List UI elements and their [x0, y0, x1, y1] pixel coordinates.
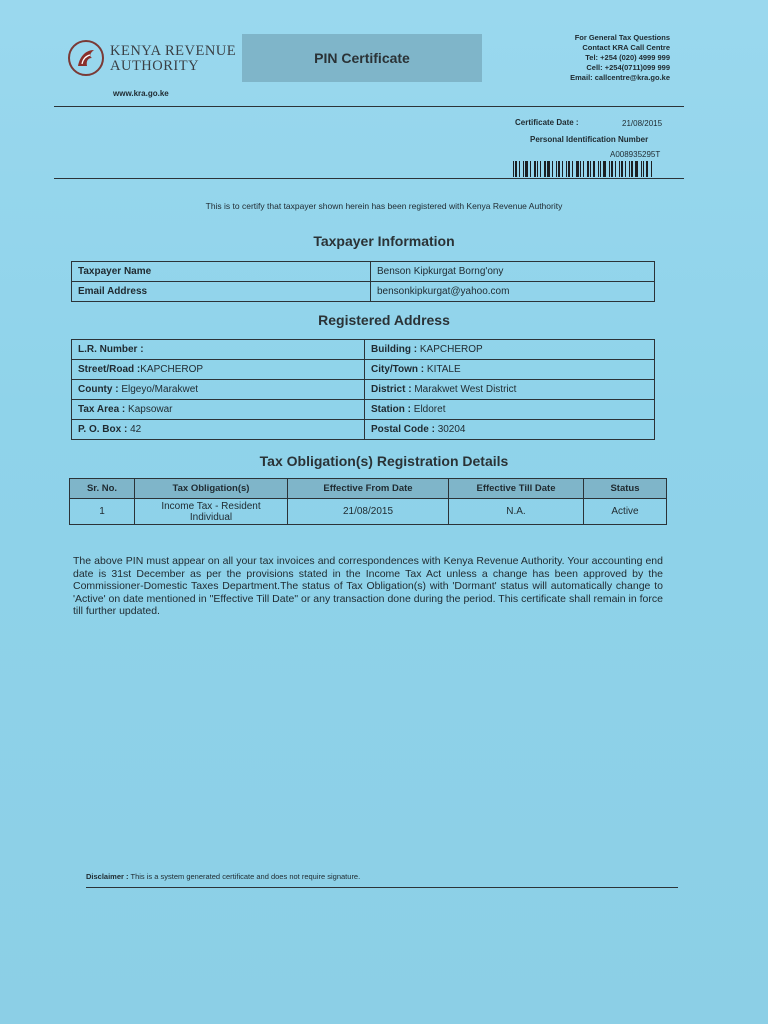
obligations-table [69, 478, 667, 525]
disclaimer-label: Disclaimer : [86, 872, 129, 881]
lr-number-label: L.R. Number : [78, 344, 144, 355]
barcode-bar [629, 161, 630, 177]
barcode-bar [590, 161, 591, 177]
barcode-bar [513, 161, 514, 177]
building-label: Building : [371, 344, 418, 355]
barcode-bar [576, 161, 579, 177]
obligation-line-1: Income Tax - Resident [161, 500, 261, 512]
effective-from-cell: 21/08/2015 [288, 499, 449, 525]
barcode-bar [641, 161, 642, 177]
disclaimer-text: This is a system generated certificate and does not require signature. [130, 872, 361, 881]
barcode-bar [635, 161, 638, 177]
footer-divider [86, 887, 678, 888]
column-header: Sr. No. [70, 479, 135, 499]
barcode-bar [598, 161, 599, 177]
postal-code-label: Postal Code : [371, 424, 435, 435]
city-label: City/Town : [371, 364, 425, 375]
barcode-bar [643, 161, 644, 177]
address-cell [365, 420, 655, 440]
barcode-bar [562, 161, 563, 177]
table-row [72, 360, 655, 380]
column-header: Effective Till Date [449, 479, 584, 499]
po-box-label: P. O. Box : [78, 424, 128, 435]
contact-block [520, 33, 670, 83]
station-value: Eldoret [413, 404, 446, 415]
taxpayer-table [71, 261, 655, 302]
email-label: Email Address [72, 282, 371, 302]
barcode-bar [603, 161, 606, 177]
pin-label: Personal Identification Number [530, 135, 649, 144]
contact-line: Email: callcentre@kra.go.ke [570, 73, 670, 82]
barcode-bar [540, 161, 541, 177]
barcode-bar [558, 161, 560, 177]
status-cell: Active [584, 499, 667, 525]
contact-line: Cell: +254(0711)099 999 [586, 63, 670, 72]
header-divider [54, 106, 684, 107]
barcode-bar [537, 161, 538, 177]
address-cell [365, 360, 655, 380]
barcode-bar [515, 161, 517, 177]
street-value: KAPCHEROP [140, 364, 204, 375]
tax-area-value: Kapsowar [128, 404, 173, 415]
barcode-bar [552, 161, 553, 177]
email-value: bensonkipkurgat@yahoo.com [371, 282, 655, 302]
city-value: KITALE [426, 364, 461, 375]
address-section-title: Registered Address [318, 312, 450, 328]
barcode-bar [625, 161, 626, 177]
contact-line: Contact KRA Call Centre [582, 43, 670, 52]
address-cell [72, 340, 365, 360]
street-label: Street/Road : [78, 364, 141, 375]
column-header: Status [584, 479, 667, 499]
brand-line-2: AUTHORITY [110, 58, 200, 74]
building-value: KAPCHEROP [419, 344, 483, 355]
county-value: Elgeyo/Marakwet [121, 384, 199, 395]
address-cell [72, 380, 365, 400]
barcode-bar [611, 161, 613, 177]
certification-statement: This is to certify that taxpayer shown herein has been registered with Kenya Revenue Authority [205, 201, 563, 211]
obligation-line-2: Individual [189, 511, 233, 523]
brand-name [110, 44, 236, 74]
certificate-date-label: Certificate Date : [515, 118, 579, 127]
barcode-bar [566, 161, 567, 177]
address-cell [72, 360, 365, 380]
barcode-bar [587, 161, 589, 177]
address-table [71, 339, 655, 440]
barcode-bar [523, 161, 524, 177]
barcode-bar [544, 161, 546, 177]
contact-line: For General Tax Questions [574, 33, 670, 42]
website-url: www.kra.go.ke [113, 89, 169, 98]
barcode-bar [525, 161, 528, 177]
barcode-bar [580, 161, 581, 177]
address-cell [72, 400, 365, 420]
barcode-bar [651, 161, 652, 177]
table-row [72, 262, 655, 282]
barcode-bar [583, 161, 584, 177]
postal-code-value: 30204 [437, 424, 466, 435]
sr-no-cell: 1 [70, 499, 135, 525]
barcode-bar [600, 161, 601, 177]
station-label: Station : [371, 404, 411, 415]
obligation-cell [135, 499, 288, 525]
column-header: Effective From Date [288, 479, 449, 499]
barcode-bar [619, 161, 620, 177]
table-header-row [70, 479, 667, 499]
po-box-value: 42 [130, 424, 142, 435]
table-row [72, 420, 655, 440]
notice-paragraph: The above PIN must appear on all your tax invoices and correspondences with Kenya Revenue Authority. Your accounting end date is 31st December as per the provisions stated in the Income Tax Act unless a change has been approved by the Commissioner-Domestic Taxes Department.The status of Tax Obligation(s) with 'Dormant' status will automatically change to 'Active' on date mentioned in "Effective Till Date" or any transaction done during the period. This certificate shall remain in force till further updated. [73, 555, 663, 617]
barcode-bar [572, 161, 573, 177]
obligations-section-title: Tax Obligation(s) Registration Details [259, 453, 509, 469]
taxpayer-name-label: Taxpayer Name [72, 262, 371, 282]
certificate-date-value: 21/08/2015 [622, 119, 663, 128]
barcode-icon [513, 161, 663, 177]
pin-value: A008935295T [610, 150, 661, 159]
brand-line-1: KENYA REVENUE [110, 43, 237, 59]
barcode-bar [530, 161, 531, 177]
column-header: Tax Obligation(s) [135, 479, 288, 499]
county-label: County : [78, 384, 119, 395]
contact-line: Tel: +254 (020) 4999 999 [585, 53, 670, 62]
taxpayer-section-title: Taxpayer Information [313, 233, 455, 249]
info-divider [54, 178, 684, 179]
taxpayer-name-value: Benson Kipkurgat Borng'ony [371, 262, 655, 282]
address-cell [365, 380, 655, 400]
table-row [72, 282, 655, 302]
district-value: Marakwet West District [414, 384, 517, 395]
barcode-bar [646, 161, 648, 177]
barcode-bar [621, 161, 623, 177]
barcode-bar [609, 161, 610, 177]
barcode-bar [556, 161, 557, 177]
barcode-bar [631, 161, 633, 177]
barcode-bar [547, 161, 550, 177]
table-row [72, 400, 655, 420]
table-row [70, 499, 667, 525]
document-title: PIN Certificate [242, 34, 482, 82]
address-cell [365, 400, 655, 420]
effective-till-cell: N.A. [449, 499, 584, 525]
barcode-bar [615, 161, 616, 177]
barcode-bar [593, 161, 595, 177]
address-cell [72, 420, 365, 440]
table-row [72, 380, 655, 400]
tax-area-label: Tax Area : [78, 404, 126, 415]
disclaimer [86, 872, 360, 881]
barcode-bar [519, 161, 520, 177]
kra-logo-icon [68, 40, 104, 76]
barcode-bar [568, 161, 570, 177]
district-label: District : [371, 384, 412, 395]
address-cell [365, 340, 655, 360]
table-row [72, 340, 655, 360]
barcode-bar [534, 161, 536, 177]
